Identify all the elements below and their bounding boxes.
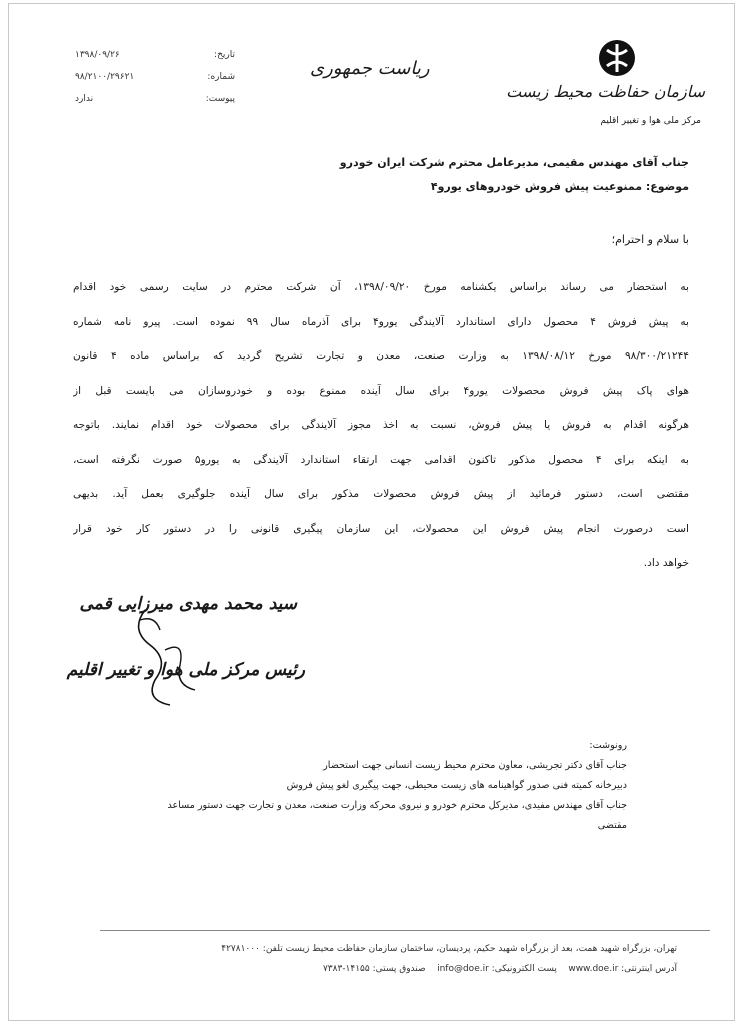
- presidency-heading: ریاست جمهوری: [310, 58, 430, 79]
- org-name: سازمان حفاظت محیط زیست: [506, 82, 705, 101]
- subject-line: موضوع: ممنوعیت پیش فروش خودروهای یورو۴: [430, 180, 689, 193]
- meta-number-row: [75, 66, 235, 88]
- signature-block: [66, 590, 305, 720]
- meta-date-row: [75, 44, 235, 66]
- cc-line: دبیرخانه کمیته فنی صدور گواهینامه های زیست محیطی، جهت پیگیری لغو پیش فروش: [286, 780, 627, 791]
- body-line: مقتضی است، دستور فرمائید از پیش فروش محصولات مذکور برای سال آینده جلوگیری بعمل آید. بدیهی: [73, 488, 689, 500]
- body-line: به اینکه برای ۴ محصول مذکور تاکنون اقدامی جهت ارتقاء استاندارد آلایندگی به یورو۵ صورت نگرفته است،: [73, 453, 689, 466]
- meta-date-value: ۱۳۹۸/۰۹/۲۶: [75, 50, 120, 60]
- body-line: خواهد داد.: [643, 557, 689, 569]
- signatory-name: سید محمد مهدی میرزایی قمی: [79, 594, 297, 614]
- signatory-title: رئیس مرکز ملی هوا و تغییر اقلیم: [66, 660, 305, 680]
- meta-attachment-label: پیوست:: [205, 94, 235, 104]
- footer-website[interactable]: www.doe.ir: [568, 964, 619, 974]
- footer-email-label: پست الکترونیکی:: [491, 964, 557, 974]
- body-line: هوای پاک پیش فروش محصولات یورو۴ برای سال آینده ممنوع بوده و خودروسازان می بایست قبل از: [73, 384, 689, 397]
- meta-number-value: ۹۸/۲۱۰۰/۲۹۶۲۱: [75, 72, 135, 82]
- cc-heading: رونوشت:: [589, 740, 627, 751]
- body-line: است درصورت انجام پیش فروش این محصولات، این سازمان پیگیری قانونی را در دستور کار خود قرار: [73, 522, 689, 535]
- meta-number-label: شماره:: [207, 72, 235, 82]
- addressee: جناب آقای مهندس مقیمی، مدیرعامل محترم شرکت ایران خودرو: [339, 156, 689, 169]
- meta-date-label: تاریخ:: [214, 50, 235, 60]
- greeting: با سلام و احترام؛: [611, 233, 689, 246]
- footer-po-box: صندوق پستی: ۱۴۱۵۵-۷۳۸۳: [322, 964, 426, 974]
- footer-contact: [323, 964, 677, 974]
- footer-address: تهران، بزرگراه شهید همت، بعد از بزرگراه شهید حکیم، پردیسان، ساختمان سازمان حفاظت محیط زیست تلفن: ۴۲۷۸۱۰۰۰: [221, 944, 677, 954]
- cc-line: مقتضی: [597, 820, 627, 831]
- footer-email[interactable]: info@doe.ir: [437, 964, 489, 974]
- letter-meta: [75, 44, 235, 110]
- cc-line: جناب آقای دکتر تجریشی، معاون محترم محیط زیست انسانی جهت استحضار: [323, 760, 627, 771]
- footer-website-label: آدرس اینترنتی:: [621, 964, 677, 974]
- meta-attachment-row: [75, 88, 235, 110]
- doe-logo-icon: [597, 38, 637, 78]
- org-subtitle: مرکز ملی هوا و تغییر اقلیم: [600, 116, 701, 126]
- body-line: هرگونه اقدام به فروش یا پیش فروش، نسبت به اخذ مجوز آلایندگی برای محصولات خود اقدام نمایند. باتوجه: [73, 419, 689, 431]
- meta-attachment-value: ندارد: [75, 94, 94, 104]
- body-line: به استحضار می رساند براساس یکشنامه مورخ ۱۳۹۸/۰۹/۲۰، آن شرکت محترم در سایت رسمی خود اقدام: [73, 281, 689, 293]
- footer-divider: [100, 930, 710, 931]
- cc-block: [107, 740, 627, 840]
- body-line: به پیش فروش ۴ محصول دارای استاندارد آلایندگی یورو۴ برای آذرماه سال ۹۹ نموده است. پیرو نامه شماره: [73, 315, 689, 328]
- body-line: ۹۸/۳۰۰/۲۱۲۴۴ مورخ ۱۳۹۸/۰۸/۱۲ به وزارت صنعت، معدن و تجارت تشریح گردید که براساس ماده ۴ قانون: [73, 350, 689, 362]
- letter-body: [73, 270, 689, 581]
- cc-line: جناب آقای مهندس مفیدی، مدیرکل محترم خودرو و نیروی محرکه وزارت صنعت، معدن و تجارت جهت دستور مساعد: [167, 800, 627, 811]
